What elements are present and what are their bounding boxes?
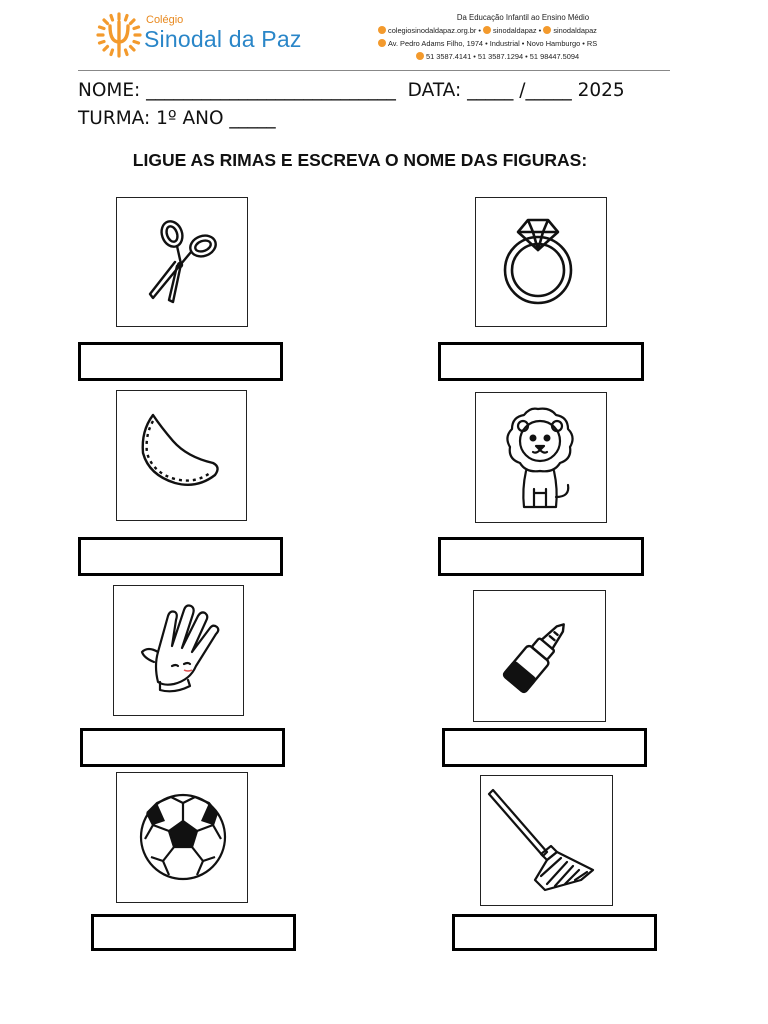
phones-row xyxy=(378,50,668,63)
class-field[interactable]: TURMA: 1º ANO _____ xyxy=(78,108,276,129)
contact-block xyxy=(378,11,668,63)
phones: 51 3587.4141 • 51 3587.1294 • 51 98447.5094 xyxy=(426,52,580,61)
contact-web[interactable]: colegiosinodaldapaz.org.br • xyxy=(388,26,481,35)
figure-frame-scissors[interactable] xyxy=(116,197,248,327)
brand-prefix: Colégio xyxy=(146,14,184,26)
figure-frame-glue[interactable] xyxy=(473,590,606,722)
header-divider xyxy=(78,70,670,71)
instruction-title: LIGUE AS RIMAS E ESCREVA O NOME DAS FIGURAS: xyxy=(132,150,588,170)
name-date-field[interactable]: NOME: ___________________________ DATA: _____ /_____ 2025 xyxy=(78,80,625,101)
soccer-ball-icon xyxy=(117,773,245,900)
figure-frame-broom[interactable] xyxy=(480,775,613,906)
brand-name: Sinodal da Paz xyxy=(144,26,302,52)
contact-links-row xyxy=(378,24,668,37)
phone-icon xyxy=(416,52,424,60)
answer-box-2[interactable] xyxy=(438,342,644,381)
contact-facebook[interactable]: sinodaldapaz • xyxy=(493,26,542,35)
scissors-icon xyxy=(117,198,245,324)
address-row xyxy=(378,37,668,50)
answer-box-1[interactable] xyxy=(78,342,283,381)
school-logo-icon xyxy=(96,12,142,58)
figure-frame-lion[interactable] xyxy=(475,392,607,523)
glue-bottle-icon xyxy=(474,591,603,719)
facebook-icon xyxy=(483,26,491,34)
tagline: Da Educação Infantil ao Ensino Médio xyxy=(456,13,590,22)
pastry-icon xyxy=(117,391,244,518)
figure-frame-pastry[interactable] xyxy=(116,390,247,521)
answer-box-3[interactable] xyxy=(78,537,283,576)
instagram-icon xyxy=(543,26,551,34)
figure-frame-ring[interactable] xyxy=(475,197,607,327)
contact-instagram[interactable]: sinodaldapaz xyxy=(553,26,597,35)
location-icon xyxy=(378,39,386,47)
answer-box-6[interactable] xyxy=(442,728,647,767)
answer-box-5[interactable] xyxy=(80,728,285,767)
lion-icon xyxy=(476,393,604,520)
glove-icon xyxy=(114,586,241,713)
web-icon xyxy=(378,26,386,34)
answer-box-4[interactable] xyxy=(438,537,644,576)
answer-box-8[interactable] xyxy=(452,914,657,951)
answer-box-7[interactable] xyxy=(91,914,296,951)
figure-frame-glove[interactable] xyxy=(113,585,244,716)
address: Av. Pedro Adams Filho, 1974 • Industrial • Novo Hamburgo • RS xyxy=(388,39,598,48)
broom-icon xyxy=(481,776,610,903)
ring-icon xyxy=(476,198,604,324)
figure-frame-ball[interactable] xyxy=(116,772,248,903)
